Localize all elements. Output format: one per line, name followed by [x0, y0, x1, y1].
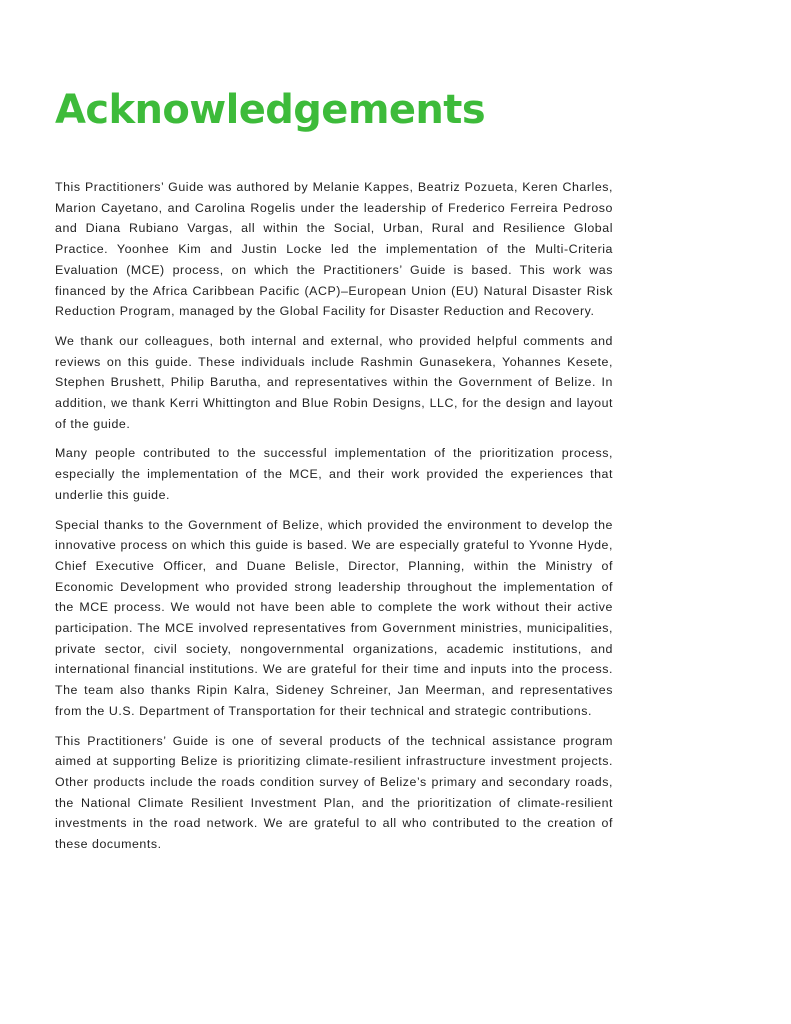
paragraph-authors: This Practitioners’ Guide was authored by Melanie Kappes, Beatriz Pozueta, Keren Charles, Marion Cayetano, and Carolina Rogelis under the leadership of Frederico Ferreira Pedroso and Diana Rubiano Vargas, all within the Social, Urban, Rural and Resilience Global Practice. Yoonhee Kim and Justin Locke led the implementation of the Multi-Criteria Evaluation (MCE) process, on which the Practitioners’ Guide is based. This work was financed by the Africa Caribbean Pacific (ACP)–European Union (EU) Natural Disaster Risk Reduction Program, managed by the Global Facility for Disaster Reduction and Recovery. — [55, 180, 613, 319]
paragraph-reviewers: We thank our colleagues, both internal and external, who provided helpful comments and reviews on this guide. These individuals include Rashmin Gunasekera, Yohannes Kesete, Stephen Brushett, Philip Barutha, and representatives within the Government of Belize. In addition, we thank Kerri Whittington and Blue Robin Designs, LLC, for the design and layout of the guide. — [55, 333, 613, 431]
paragraph-government-thanks: Special thanks to the Government of Belize, which provided the environment to develop the innovative process on which this guide is based. We are especially grateful to Yvonne Hyde, Chief Executive Officer, and Duane Belisle, Director, Planning, within the Ministry of Economic Development who provided strong leadership throughout the implementation of the MCE process. We would not have been able to complete the work without their active participation. The MCE involved representatives from Government ministries, municipalities, private sector, civil society, nongovernmental organizations, academic institutions, and international financial institutions. We are grateful for their time and inputs into the process. The team also thanks Ripin Kalra, Sideney Schreiner, Jan Meerman, and representatives from the U.S. Department of Transportation for their technical and strategic contributions. — [55, 517, 613, 718]
body-text — [55, 177, 613, 864]
paragraph-related-products: This Practitioners’ Guide is one of several products of the technical assistance program aimed at supporting Belize is prioritizing climate-resilient infrastructure investment projects. Other products include the roads condition survey of Belize’s primary and secondary roads, the National Climate Resilient Investment Plan, and the prioritization of climate-resilient investments in the road network. We are grateful to all who contributed to the creation of these documents. — [55, 733, 613, 852]
paragraph-contributors: Many people contributed to the successful implementation of the prioritization process, especially the implementation of the MCE, and their work provided the experiences that underlie this guide. — [55, 446, 613, 502]
page-title: Acknowledgements — [55, 87, 486, 133]
